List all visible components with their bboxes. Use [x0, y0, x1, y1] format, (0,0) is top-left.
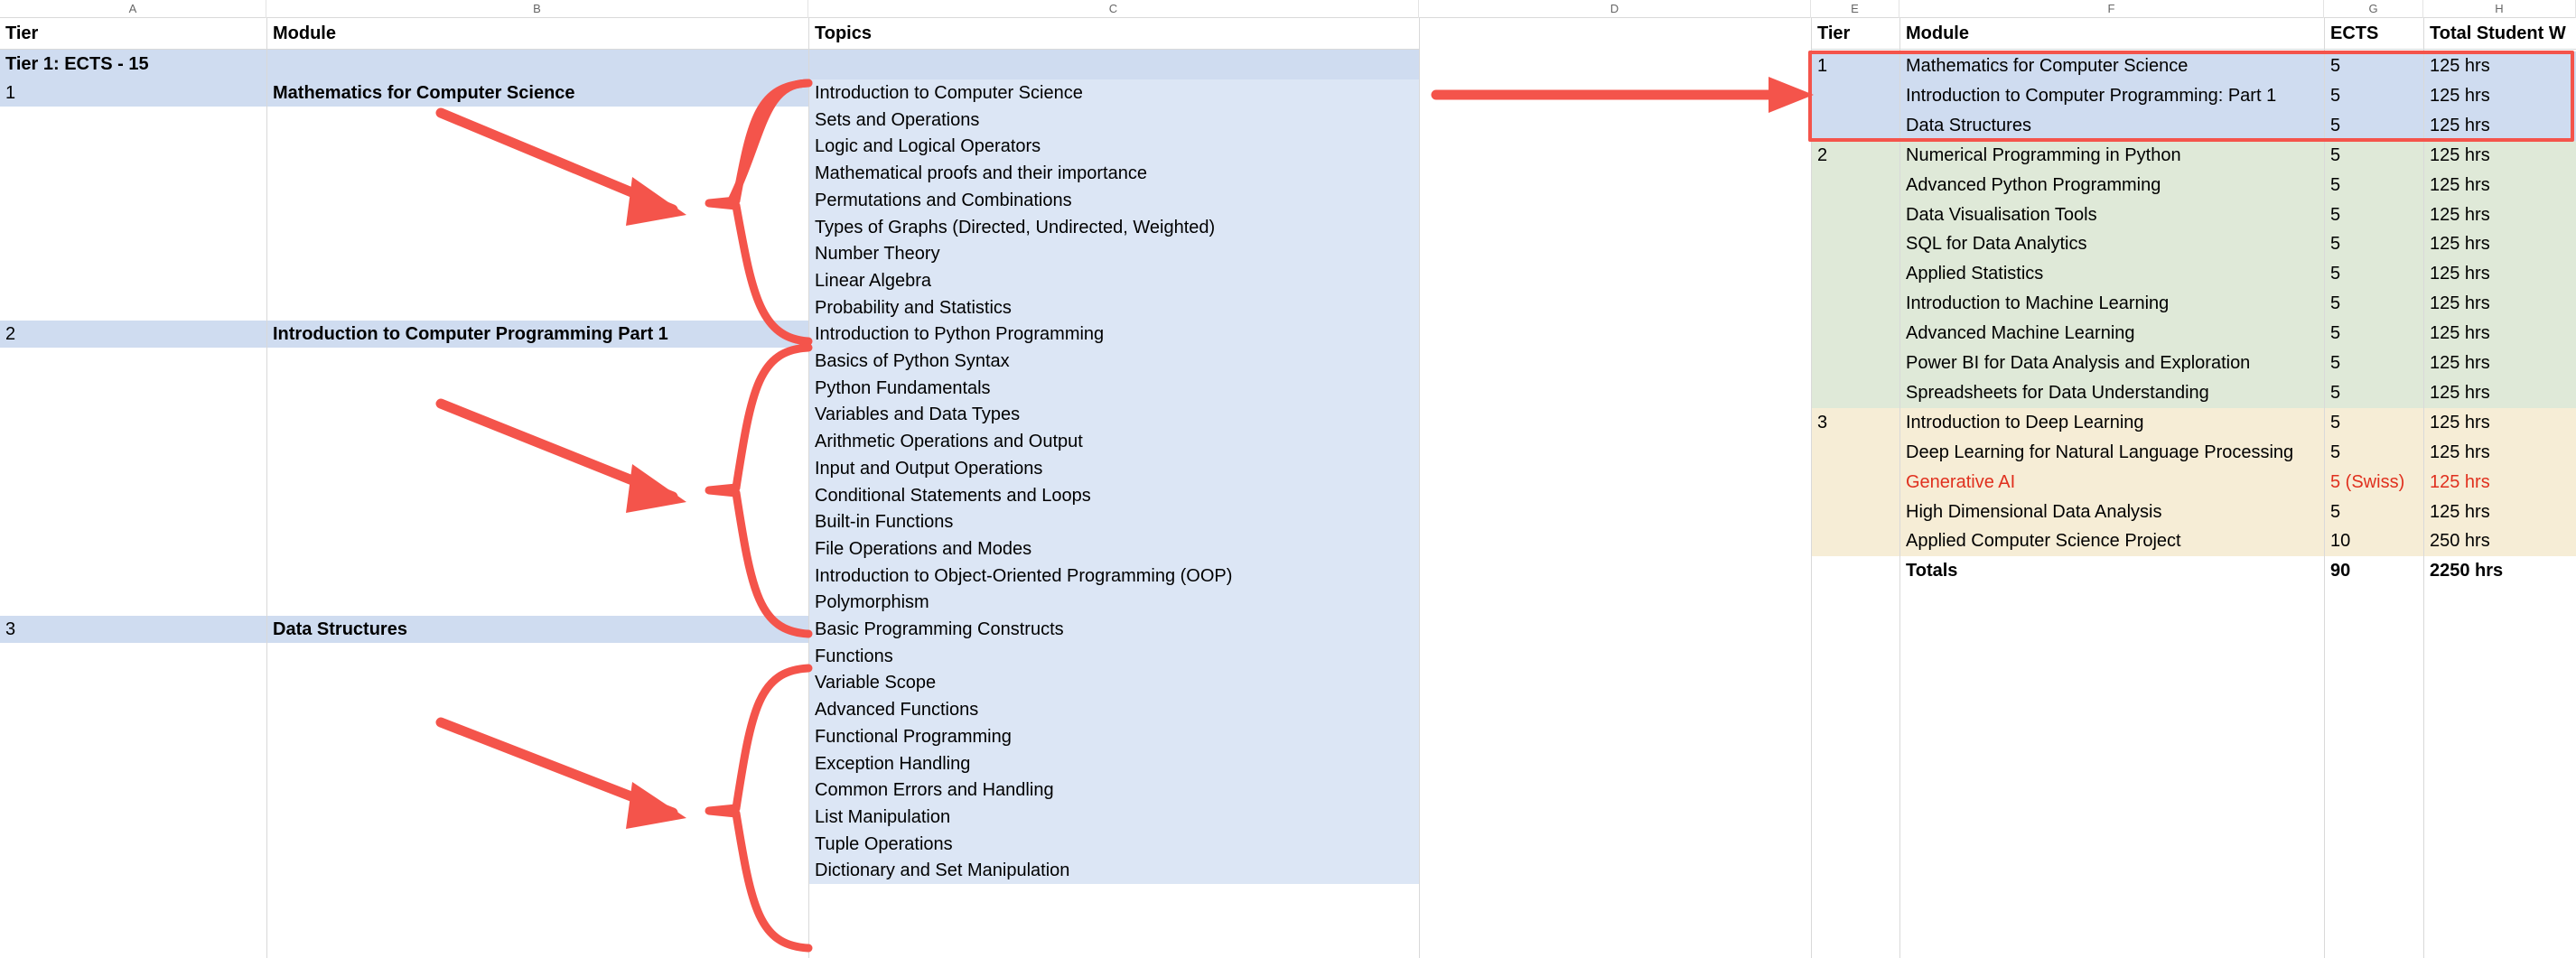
- left-cell-topic-2[interactable]: Logic and Logical Operators: [809, 133, 1419, 160]
- left-cell-module-10[interactable]: [267, 348, 808, 375]
- right-cell-ects-14[interactable]: 5 (Swiss): [2325, 468, 2423, 498]
- column-header-strip: [0, 0, 2576, 18]
- right-cell-module-7[interactable]: Applied Statistics: [1900, 259, 2324, 289]
- left-cell-tier-28[interactable]: [0, 831, 266, 858]
- left-cell-tier-4[interactable]: [0, 187, 266, 214]
- left-cell-module-8[interactable]: [267, 294, 808, 321]
- right-cell-module-12[interactable]: Introduction to Deep Learning: [1900, 408, 2324, 438]
- right-cell-tier-16[interactable]: [1812, 526, 1899, 556]
- right-header-hours: Total Student W: [2424, 19, 2576, 49]
- right-cell-tier-3[interactable]: 2: [1812, 141, 1899, 171]
- left-cell-tier-19[interactable]: [0, 589, 266, 616]
- left-cell-topic-17[interactable]: File Operations and Modes: [809, 535, 1419, 563]
- right-cell-tier-13[interactable]: [1812, 438, 1899, 468]
- right-cell-module-10[interactable]: Power BI for Data Analysis and Exploration: [1900, 349, 2324, 378]
- left-cell-topic-11[interactable]: Python Fundamentals: [809, 375, 1419, 402]
- left-cell-tier-18[interactable]: [0, 563, 266, 590]
- right-cell-tier-10[interactable]: [1812, 349, 1899, 378]
- column-header-d[interactable]: D: [1419, 0, 1811, 18]
- left-cell-topic-16[interactable]: Built-in Functions: [809, 508, 1419, 535]
- left-header-tier: Tier: [0, 19, 266, 49]
- left-cell-module-18[interactable]: [267, 563, 808, 590]
- left-cell-module-7[interactable]: [267, 267, 808, 294]
- column-header-c[interactable]: C: [808, 0, 1419, 18]
- left-cell-topic-27[interactable]: List Manipulation: [809, 804, 1419, 831]
- left-cell-topic-23[interactable]: Advanced Functions: [809, 696, 1419, 723]
- right-cell-ects-15[interactable]: 5: [2325, 498, 2423, 527]
- left-cell-tier-22[interactable]: [0, 669, 266, 696]
- right-cell-module-2[interactable]: Data Structures: [1900, 111, 2324, 141]
- left-cell-tier-1[interactable]: [0, 107, 266, 134]
- right-cell-tier-6[interactable]: [1812, 229, 1899, 259]
- left-cell-module-17[interactable]: [267, 535, 808, 563]
- right-totals-ects[interactable]: 90: [2325, 556, 2423, 586]
- left-cell-tier-3[interactable]: [0, 160, 266, 187]
- left-cell-tier-5[interactable]: [0, 214, 266, 241]
- left-cell-tier-25[interactable]: [0, 750, 266, 777]
- right-cell-module-15[interactable]: High Dimensional Data Analysis: [1900, 498, 2324, 527]
- right-cell-hours-2[interactable]: 125 hrs: [2424, 111, 2576, 141]
- right-cell-hours-11[interactable]: 125 hrs: [2424, 378, 2576, 408]
- right-cell-tier-4[interactable]: [1812, 171, 1899, 200]
- left-cell-topic-1[interactable]: Sets and Operations: [809, 107, 1419, 134]
- right-cell-tier-11[interactable]: [1812, 378, 1899, 408]
- left-cell-topic-3[interactable]: Mathematical proofs and their importance: [809, 160, 1419, 187]
- left-cell-tier-8[interactable]: [0, 294, 266, 321]
- left-header-module: Module: [267, 19, 808, 49]
- left-cell-module-14[interactable]: [267, 455, 808, 482]
- right-cell-hours-15[interactable]: 125 hrs: [2424, 498, 2576, 527]
- col-divider-c: [1419, 18, 1420, 958]
- left-cell-topic-18[interactable]: Introduction to Object-Oriented Programming (OOP): [809, 563, 1419, 590]
- left-cell-module-9[interactable]: Introduction to Computer Programming Part 1: [267, 321, 808, 348]
- left-cell-topic-4[interactable]: Permutations and Combinations: [809, 187, 1419, 214]
- column-header-h[interactable]: H: [2423, 0, 2576, 18]
- right-cell-module-3[interactable]: Numerical Programming in Python: [1900, 141, 2324, 171]
- left-cell-topic-12[interactable]: Variables and Data Types: [809, 401, 1419, 428]
- right-header-module: Module: [1900, 19, 2324, 49]
- left-cell-topic-15[interactable]: Conditional Statements and Loops: [809, 482, 1419, 509]
- left-cell-topic-14[interactable]: Input and Output Operations: [809, 455, 1419, 482]
- left-cell-module-24[interactable]: [267, 723, 808, 750]
- left-cell-topic-24[interactable]: Functional Programming: [809, 723, 1419, 750]
- left-cell-tier-26[interactable]: [0, 777, 266, 804]
- left-cell-tier-23[interactable]: [0, 696, 266, 723]
- left-cell-module-28[interactable]: [267, 831, 808, 858]
- left-cell-module-5[interactable]: [267, 214, 808, 241]
- right-cell-module-13[interactable]: Deep Learning for Natural Language Processing: [1900, 438, 2324, 468]
- right-cell-module-0[interactable]: Mathematics for Computer Science: [1900, 51, 2324, 81]
- left-cell-module-23[interactable]: [267, 696, 808, 723]
- right-cell-hours-8[interactable]: 125 hrs: [2424, 289, 2576, 319]
- right-cell-tier-14[interactable]: [1812, 468, 1899, 498]
- left-cell-tier-21[interactable]: [0, 643, 266, 670]
- right-cell-tier-15[interactable]: [1812, 498, 1899, 527]
- left-cell-tier-15[interactable]: [0, 482, 266, 509]
- left-header-topics: Topics: [809, 19, 1419, 49]
- left-cell-tier-29[interactable]: [0, 857, 266, 884]
- left-cell-module-22[interactable]: [267, 669, 808, 696]
- right-cell-hours-3[interactable]: 125 hrs: [2424, 141, 2576, 171]
- right-cell-hours-9[interactable]: 125 hrs: [2424, 319, 2576, 349]
- right-cell-ects-12[interactable]: 5: [2325, 408, 2423, 438]
- left-cell-topic-25[interactable]: Exception Handling: [809, 750, 1419, 777]
- left-cell-tier-24[interactable]: [0, 723, 266, 750]
- tier-banner-fill-c: [809, 50, 1419, 79]
- left-cell-module-4[interactable]: [267, 187, 808, 214]
- left-cell-topic-10[interactable]: Basics of Python Syntax: [809, 348, 1419, 375]
- left-cell-topic-5[interactable]: Types of Graphs (Directed, Undirected, Weighted): [809, 214, 1419, 241]
- column-header-g[interactable]: G: [2324, 0, 2423, 18]
- right-cell-ects-6[interactable]: 5: [2325, 229, 2423, 259]
- left-cell-topic-26[interactable]: Common Errors and Handling: [809, 777, 1419, 804]
- left-cell-module-6[interactable]: [267, 240, 808, 267]
- column-header-a[interactable]: A: [0, 0, 266, 18]
- right-cell-ects-5[interactable]: 5: [2325, 200, 2423, 230]
- left-cell-topic-7[interactable]: Linear Algebra: [809, 267, 1419, 294]
- left-cell-tier-14[interactable]: [0, 455, 266, 482]
- right-cell-hours-16[interactable]: 250 hrs: [2424, 526, 2576, 556]
- left-cell-topic-28[interactable]: Tuple Operations: [809, 831, 1419, 858]
- right-cell-tier-12[interactable]: 3: [1812, 408, 1899, 438]
- left-cell-topic-19[interactable]: Polymorphism: [809, 589, 1419, 616]
- right-cell-module-9[interactable]: Advanced Machine Learning: [1900, 319, 2324, 349]
- right-header-tier: Tier: [1812, 19, 1899, 49]
- right-cell-module-6[interactable]: SQL for Data Analytics: [1900, 229, 2324, 259]
- left-cell-module-29[interactable]: [267, 857, 808, 884]
- right-header-underline: [1811, 49, 2576, 50]
- left-cell-tier-7[interactable]: [0, 267, 266, 294]
- left-cell-module-15[interactable]: [267, 482, 808, 509]
- right-cell-tier-7[interactable]: [1812, 259, 1899, 289]
- left-cell-topic-0[interactable]: Introduction to Computer Science: [809, 79, 1419, 107]
- left-cell-tier-16[interactable]: [0, 508, 266, 535]
- right-cell-tier-5[interactable]: [1812, 200, 1899, 230]
- left-cell-tier-13[interactable]: [0, 428, 266, 455]
- right-cell-module-8[interactable]: Introduction to Machine Learning: [1900, 289, 2324, 319]
- right-cell-ects-2[interactable]: 5: [2325, 111, 2423, 141]
- right-cell-tier-9[interactable]: [1812, 319, 1899, 349]
- left-cell-tier-6[interactable]: [0, 240, 266, 267]
- right-cell-hours-10[interactable]: 125 hrs: [2424, 349, 2576, 378]
- column-header-f[interactable]: F: [1899, 0, 2324, 18]
- left-cell-module-27[interactable]: [267, 804, 808, 831]
- left-cell-module-13[interactable]: [267, 428, 808, 455]
- left-cell-topic-21[interactable]: Functions: [809, 643, 1419, 670]
- left-cell-topic-6[interactable]: Number Theory: [809, 240, 1419, 267]
- left-cell-topic-13[interactable]: Arithmetic Operations and Output: [809, 428, 1419, 455]
- right-cell-module-16[interactable]: Applied Computer Science Project: [1900, 526, 2324, 556]
- left-cell-tier-9[interactable]: 2: [0, 321, 266, 348]
- right-header-ects: ECTS: [2325, 19, 2423, 49]
- left-cell-module-0[interactable]: Mathematics for Computer Science: [267, 79, 808, 107]
- right-cell-module-5[interactable]: Data Visualisation Tools: [1900, 200, 2324, 230]
- tier-1-modules-highlight: [1808, 51, 2574, 142]
- right-cell-hours-14[interactable]: 125 hrs: [2424, 468, 2576, 498]
- left-cell-tier-10[interactable]: [0, 348, 266, 375]
- right-cell-hours-7[interactable]: 125 hrs: [2424, 259, 2576, 289]
- right-cell-ects-13[interactable]: 5: [2325, 438, 2423, 468]
- right-cell-hours-12[interactable]: 125 hrs: [2424, 408, 2576, 438]
- left-cell-tier-20[interactable]: 3: [0, 616, 266, 643]
- left-cell-tier-12[interactable]: [0, 401, 266, 428]
- right-cell-ects-11[interactable]: 5: [2325, 378, 2423, 408]
- left-cell-module-26[interactable]: [267, 777, 808, 804]
- arrow-cross-table: [1436, 77, 1814, 113]
- column-header-b[interactable]: B: [266, 0, 808, 18]
- right-cell-hours-5[interactable]: 125 hrs: [2424, 200, 2576, 230]
- left-cell-tier-11[interactable]: [0, 375, 266, 402]
- right-cell-hours-1[interactable]: 125 hrs: [2424, 81, 2576, 111]
- left-cell-module-2[interactable]: [267, 133, 808, 160]
- right-totals-hours[interactable]: 2250 hrs: [2424, 556, 2576, 586]
- tier-banner-fill-b: [267, 50, 808, 79]
- left-cell-topic-22[interactable]: Variable Scope: [809, 669, 1419, 696]
- left-cell-module-19[interactable]: [267, 589, 808, 616]
- left-cell-module-20[interactable]: Data Structures: [267, 616, 808, 643]
- right-cell-ects-1[interactable]: 5: [2325, 81, 2423, 111]
- left-cell-topic-29[interactable]: Dictionary and Set Manipulation: [809, 857, 1419, 884]
- right-cell-module-1[interactable]: Introduction to Computer Programming: Part 1: [1900, 81, 2324, 111]
- right-cell-ects-4[interactable]: 5: [2325, 171, 2423, 200]
- right-cell-hours-13[interactable]: 125 hrs: [2424, 438, 2576, 468]
- left-cell-module-21[interactable]: [267, 643, 808, 670]
- left-cell-topic-8[interactable]: Probability and Statistics: [809, 294, 1419, 321]
- left-cell-topic-9[interactable]: Introduction to Python Programming: [809, 321, 1419, 348]
- left-cell-topic-20[interactable]: Basic Programming Constructs: [809, 616, 1419, 643]
- right-cell-hours-6[interactable]: 125 hrs: [2424, 229, 2576, 259]
- right-cell-hours-0[interactable]: 125 hrs: [2424, 51, 2576, 81]
- right-cell-ects-9[interactable]: 5: [2325, 319, 2423, 349]
- right-cell-tier-8[interactable]: [1812, 289, 1899, 319]
- left-cell-module-25[interactable]: [267, 750, 808, 777]
- right-cell-ects-7[interactable]: 5: [2325, 259, 2423, 289]
- right-cell-module-11[interactable]: Spreadsheets for Data Understanding: [1900, 378, 2324, 408]
- right-totals-label[interactable]: Totals: [1900, 556, 2324, 586]
- left-cell-tier-2[interactable]: [0, 133, 266, 160]
- left-cell-tier-17[interactable]: [0, 535, 266, 563]
- left-cell-module-1[interactable]: [267, 107, 808, 134]
- right-cell-ects-8[interactable]: 5: [2325, 289, 2423, 319]
- left-cell-tier-0[interactable]: 1: [0, 79, 266, 107]
- column-header-e[interactable]: E: [1811, 0, 1899, 18]
- right-cell-module-14[interactable]: Generative AI: [1900, 468, 2324, 498]
- right-cell-ects-0[interactable]: 5: [2325, 51, 2423, 81]
- right-cell-ects-10[interactable]: 5: [2325, 349, 2423, 378]
- right-cell-hours-4[interactable]: 125 hrs: [2424, 171, 2576, 200]
- right-cell-ects-3[interactable]: 5: [2325, 141, 2423, 171]
- right-cell-tier-0[interactable]: 1: [1812, 51, 1899, 81]
- left-cell-module-11[interactable]: [267, 375, 808, 402]
- tier-banner: Tier 1: ECTS - 15: [0, 50, 266, 79]
- left-cell-module-16[interactable]: [267, 508, 808, 535]
- left-cell-module-3[interactable]: [267, 160, 808, 187]
- right-cell-ects-16[interactable]: 10: [2325, 526, 2423, 556]
- left-cell-tier-27[interactable]: [0, 804, 266, 831]
- right-cell-module-4[interactable]: Advanced Python Programming: [1900, 171, 2324, 200]
- left-cell-module-12[interactable]: [267, 401, 808, 428]
